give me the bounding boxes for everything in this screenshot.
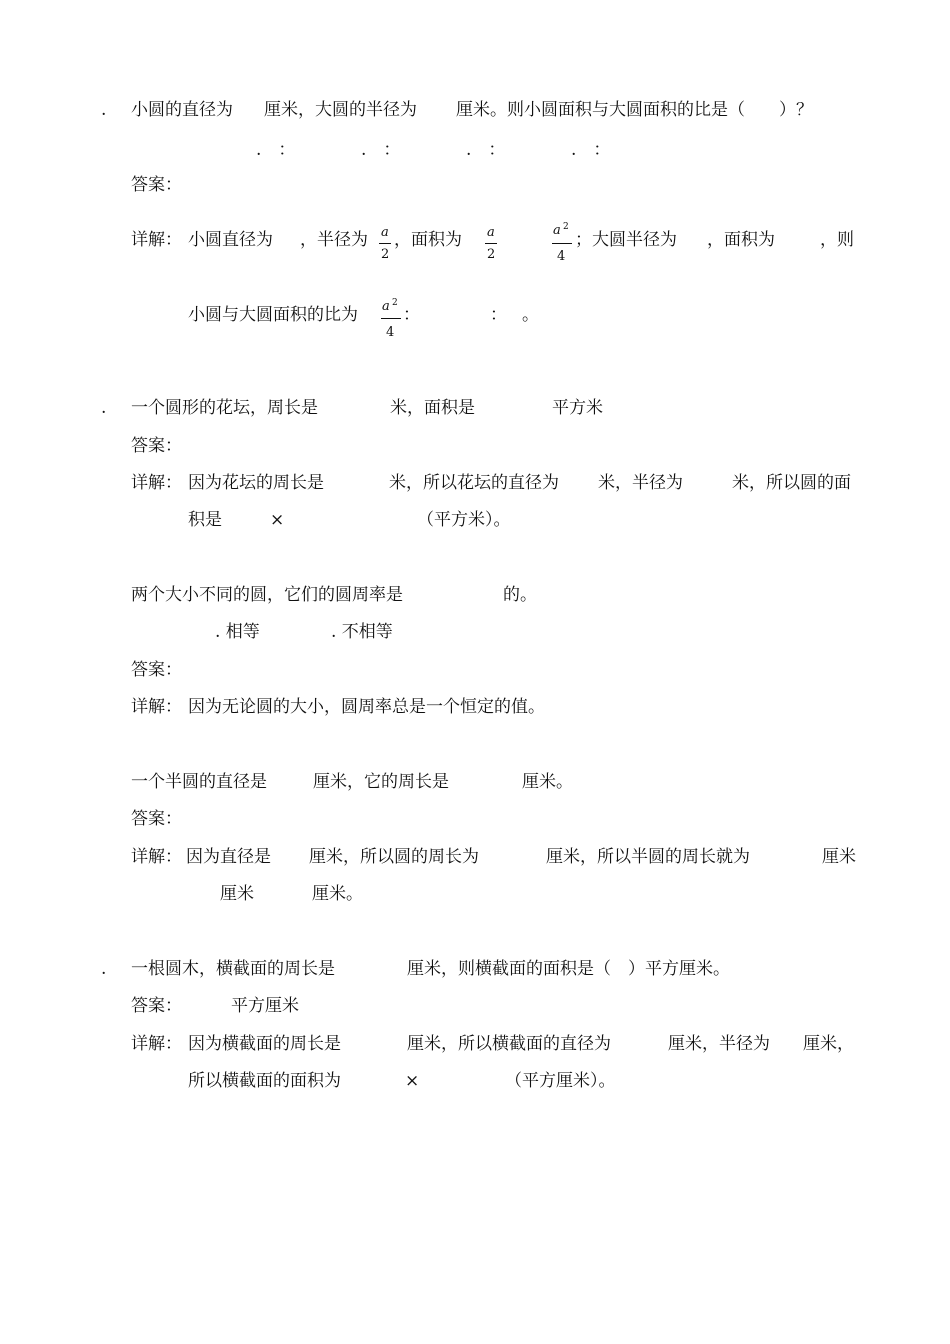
question-2-detail-part6: （平方米）。: [417, 510, 511, 530]
question-1-text-part3: 厘米。则小圆面积与大圆面积的比是（ ）？: [456, 100, 813, 120]
question-2-detail-part4: 米，所以圆的面: [732, 473, 851, 493]
question-1-option-c[interactable]: . ：: [466, 140, 506, 160]
question-5-text-part1: 一根圆木，横截面的周长是: [131, 959, 335, 979]
question-1-detail-part6: ，则: [820, 230, 854, 250]
question-5-detail-part5: 所以横截面的面积为: [188, 1071, 341, 1091]
question-3-text-part1: 两个大小不同的圆，它们的圆周率是: [131, 585, 403, 605]
fraction-a-bar: [379, 243, 391, 244]
question-5-detail-label: 详解：: [131, 1034, 182, 1054]
question-2-detail-part1: 因为花坛的周长是: [188, 473, 324, 493]
question-1-text-part2: 厘米，大圆的半径为: [264, 100, 417, 120]
question-2-detail-part2: 米，所以花坛的直径为: [389, 473, 559, 493]
question-3-option-b[interactable]: . 不相等: [331, 622, 393, 642]
question-2-detail-label: 详解：: [131, 473, 182, 493]
question-3-text-part2: 的。: [503, 585, 537, 605]
question-5-detail-part4: 厘米，: [803, 1034, 854, 1054]
question-1-detail-part5: ，面积为: [707, 230, 775, 250]
question-4-detail-part5: 厘米: [220, 884, 254, 904]
question-4-text-part1: 一个半圆的直径是: [131, 772, 267, 792]
question-4-detail-part6: 厘米。: [312, 884, 363, 904]
question-1-detail-label: 详解：: [131, 230, 182, 250]
question-1-option-d[interactable]: . ：: [571, 140, 611, 160]
fraction-c-exponent: 2: [563, 222, 569, 232]
fraction-d-bar: [381, 318, 401, 319]
question-3-option-a[interactable]: . 相等: [215, 622, 260, 642]
fraction-b-numerator: a: [487, 225, 495, 240]
question-1-ratio-text: 小圆与大圆面积的比为: [188, 305, 358, 325]
question-2-text-part1: 一个圆形的花坛，周长是: [131, 398, 318, 418]
question-1-ratio-colon-1: ：: [403, 305, 420, 325]
question-2-detail-part5: 积是: [188, 510, 222, 530]
question-1-detail-part3: ，面积为: [394, 230, 462, 250]
fraction-d-exponent: 2: [392, 298, 398, 308]
question-1-detail-part2: ，半径为: [300, 230, 368, 250]
fraction-d-numerator: a: [382, 299, 390, 314]
question-2-detail-part3: 米，半径为: [598, 473, 683, 493]
question-5-times-sign: ×: [405, 1071, 420, 1091]
question-2-times-sign: ×: [270, 510, 285, 530]
fraction-c-numerator: a: [553, 223, 561, 238]
question-4-detail-part2: 厘米，所以圆的周长为: [309, 847, 479, 867]
question-5-detail-part3: 厘米，半径为: [668, 1034, 770, 1054]
question-4-detail-part1: 因为直径是: [186, 847, 271, 867]
question-1-answer-label: 答案：: [131, 175, 182, 195]
fraction-d-denominator: 4: [386, 325, 395, 340]
question-4-detail-part4: 厘米: [822, 847, 856, 867]
question-1-ratio-end: 。: [522, 305, 539, 325]
question-4-detail-label: 详解：: [131, 847, 182, 867]
question-1-option-b[interactable]: . ：: [361, 140, 401, 160]
question-5-detail-part1: 因为横截面的周长是: [188, 1034, 341, 1054]
question-5-answer-value: 平方厘米: [231, 996, 299, 1016]
question-1-text-part1: 小圆的直径为: [131, 100, 233, 120]
question-4-text-part3: 厘米。: [522, 772, 573, 792]
question-1-number-dot: .: [101, 100, 107, 120]
fraction-b-bar: [485, 243, 497, 244]
question-5-answer-label: 答案：: [131, 996, 182, 1016]
fraction-a-numerator: a: [381, 225, 389, 240]
fraction-c-denominator: 4: [557, 249, 566, 264]
question-5-detail-part6: （平方厘米）。: [505, 1071, 616, 1091]
question-4-answer-label: 答案：: [131, 809, 182, 829]
question-1-detail-part1: 小圆直径为: [188, 230, 273, 250]
question-2-answer-label: 答案：: [131, 436, 182, 456]
question-2-text-part2: 米，面积是: [390, 398, 475, 418]
fraction-c-bar: [552, 243, 572, 244]
question-5-detail-part2: 厘米，所以横截面的直径为: [407, 1034, 611, 1054]
fraction-b-denominator: 2: [487, 247, 496, 262]
question-3-detail-text: 因为无论圆的大小，圆周率总是一个恒定的值。: [188, 697, 545, 717]
question-3-answer-label: 答案：: [131, 660, 182, 680]
question-3-detail-label: 详解：: [131, 697, 182, 717]
question-5-text-part2: 厘米，则横截面的面积是（ ）平方厘米。: [407, 959, 730, 979]
question-4-detail-part3: 厘米，所以半圆的周长就为: [546, 847, 750, 867]
question-1-option-a[interactable]: . ：: [256, 140, 296, 160]
question-2-number-dot: .: [101, 398, 107, 418]
question-1-ratio-colon-2: ：: [490, 305, 507, 325]
question-5-number-dot: .: [101, 959, 107, 979]
question-4-text-part2: 厘米，它的周长是: [313, 772, 449, 792]
question-1-detail-part4: ；大圆半径为: [575, 230, 677, 250]
question-2-text-part3: 平方米: [552, 398, 603, 418]
fraction-a-denominator: 2: [381, 247, 390, 262]
